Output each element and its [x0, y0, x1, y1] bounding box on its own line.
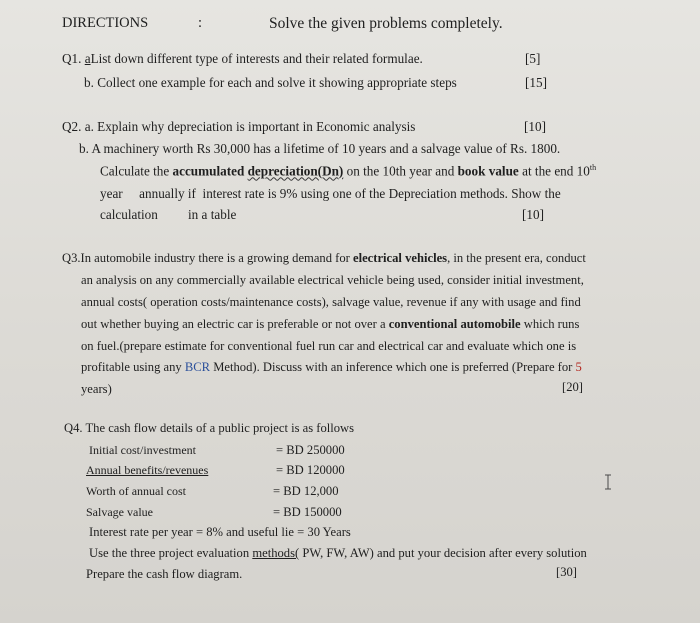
q2-b2-sup: th — [589, 163, 597, 172]
q2-b2-pre: Calculate the — [100, 163, 173, 179]
q4-row-value: = BD 120000 — [276, 463, 345, 477]
q3-l4-bold: conventional automobile — [388, 317, 521, 331]
q3-line-3: annual costs( operation costs/maintenance costs), salvage value, revenue if any with usage and find — [81, 295, 581, 309]
q3-l6-post: Method). Discuss with an inference which one is preferred (Prepare for — [210, 360, 576, 374]
q1-a-text: List down different type of interests and their related formulae. — [90, 51, 423, 66]
q3-l1-post: , in the present era, conduct — [447, 251, 586, 265]
q3-line-1 — [62, 251, 586, 266]
q4-interest: Interest rate per year = 8% and useful lie = 30 Years — [89, 525, 351, 539]
q2-b-marks: [10] — [522, 207, 544, 222]
directions-label: DIRECTIONS — [62, 15, 149, 31]
q4-row-value: = BD 150000 — [273, 505, 342, 519]
q1-b-marks: [15] — [525, 75, 547, 90]
q2-b2-post: at the end 10 — [518, 163, 590, 179]
q4-intro: Q4. The cash flow details of a public project is as follows — [64, 421, 355, 435]
q4-row-value: = BD 12,000 — [273, 484, 339, 498]
text-cursor-icon — [604, 474, 612, 495]
q3-bcr: BCR — [184, 360, 211, 374]
q4-diagram: Prepare the cash flow diagram. — [86, 567, 243, 581]
q4-methods-ul: methods( — [252, 546, 300, 560]
q2-line-b1: b. A machinery worth Rs 30,000 has a lifetime of 10 years and a salvage value of Rs. 1800. — [79, 141, 561, 156]
q3-line-5: on fuel.(prepare estimate for conventional fuel run car and electrical car and evaluate which one is — [81, 339, 577, 353]
q4-methods — [89, 546, 587, 561]
q2-b2-wavy: depreciation(Dn) — [247, 163, 344, 179]
q1-line-b: b. Collect one example for each and solve it showing appropriate steps — [84, 75, 457, 90]
q1-number: Q1. — [62, 51, 82, 66]
q4-row-label: Annual benefits/revenues — [86, 463, 209, 477]
q4-marks: [30] — [556, 565, 577, 579]
q3-marks: [20] — [562, 380, 583, 394]
q2-a-marks: [10] — [524, 119, 546, 134]
q2-b2-mid: on the 10th year and — [343, 163, 458, 179]
q1-line-a — [62, 51, 423, 67]
q4-methods-pre: Use the three project evaluation — [89, 546, 253, 560]
q2-b2-bold: accumulated — [172, 163, 245, 179]
i-beam-icon — [604, 474, 612, 490]
q3-l6-pre: profitable using any — [81, 360, 185, 374]
q3-l1-pre: Q3.In automobile industry there is a growing demand for — [62, 251, 353, 265]
q2-b2-bold2: book value — [457, 163, 519, 179]
q2-line-a: Q2. a. Explain why depreciation is important in Economic analysis — [62, 119, 416, 134]
q3-line-4 — [81, 317, 579, 332]
q3-l1-bold: electrical vehicles — [353, 251, 448, 265]
q3-line-2: an analysis on any commercially available electrical vehicle being used, consider initial investment, — [81, 273, 584, 287]
q4-row-value: = BD 250000 — [276, 443, 345, 457]
q4-methods-post: PW, FW, AW) and put your decision after every solution — [299, 546, 587, 560]
q4-row-label: Salvage value — [86, 505, 153, 519]
q2-line-b3: year annually if interest rate is 9% using one of the Depreciation methods. Show the — [100, 186, 561, 201]
q2-line-b4b: in a table — [188, 207, 237, 222]
directions-colon: : — [198, 15, 203, 31]
q4-row-label: Worth of annual cost — [86, 484, 187, 498]
q3-l6-num: 5 — [575, 360, 582, 374]
q2-line-b4a: calculation — [100, 207, 158, 222]
directions-instruction: Solve the given problems completely. — [269, 15, 503, 32]
q3-line-6 — [81, 360, 582, 375]
q3-l4-post: which runs — [520, 317, 580, 331]
q3-line-7: years) — [81, 382, 112, 396]
q4-row-label: Initial cost/investment — [89, 443, 196, 457]
q2-line-b2 — [100, 163, 596, 179]
q1-a-marks: [5] — [525, 51, 541, 66]
q1-a-mark: a — [84, 51, 91, 66]
q3-l4-pre: out whether buying an electric car is preferable or not over a — [81, 317, 389, 331]
